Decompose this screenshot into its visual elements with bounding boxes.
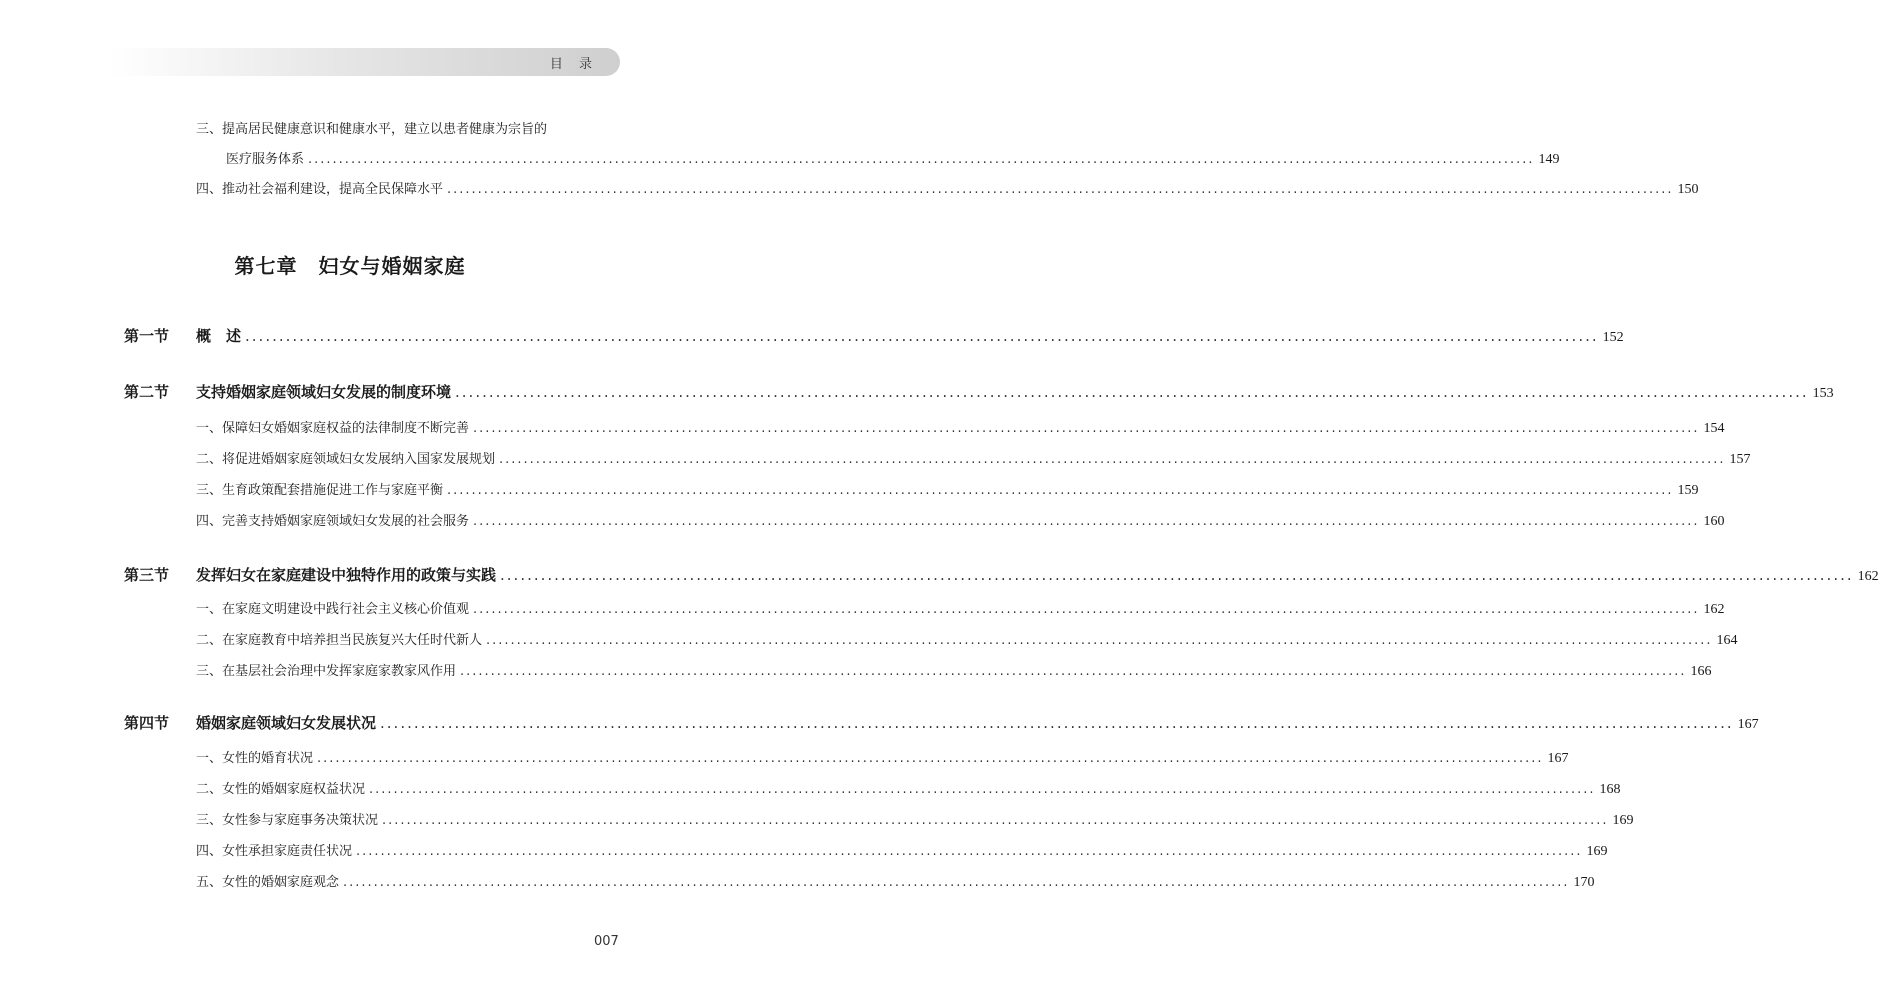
toc-entry-page: 169 [1586, 844, 1608, 859]
dot-leader: ........................................................................................................................................................................................................ [460, 664, 1687, 679]
toc-entry-text: 二、将促进婚姻家庭领域妇女发展纳入国家发展规划 [196, 452, 496, 467]
toc-entry[interactable] [196, 510, 1725, 530]
toc-entry[interactable] [196, 660, 1712, 680]
toc-entry-page: 150 [1677, 182, 1699, 197]
toc-entry-text: 一、女性的婚育状况 [196, 751, 314, 766]
toc-entry-page: 159 [1677, 483, 1699, 498]
dot-leader: ........................................................................................................................................................................................................ [308, 152, 1535, 167]
chapter-title: 第七章 妇女与婚姻家庭 [234, 254, 466, 278]
dot-leader: ........................................................................................................................................................................................................ [343, 875, 1570, 890]
toc-entry-text: 三、女性参与家庭事务决策状况 [196, 813, 379, 828]
toc-entry[interactable] [196, 809, 1634, 829]
toc-entry-text: 二、女性的婚姻家庭权益状况 [196, 782, 366, 797]
section-number: 第一节 [124, 327, 170, 345]
toc-entry[interactable] [196, 417, 1725, 437]
section-title: 概 述 [196, 327, 242, 345]
toc-entry-text: 一、保障妇女婚姻家庭权益的法律制度不断完善 [196, 421, 470, 436]
dot-leader: ........................................................................................................................................................................................................ [356, 844, 1583, 859]
section-page: 167 [1737, 717, 1759, 732]
section-heading[interactable] [124, 325, 1624, 346]
toc-entry[interactable] [196, 448, 1751, 468]
section-title: 婚姻家庭领域妇女发展状况 [196, 714, 377, 732]
section-number: 第三节 [124, 566, 170, 584]
dot-leader: ........................................................................................................................................................................................................ [369, 782, 1596, 797]
toc-entry[interactable] [196, 178, 1699, 198]
dot-leader: ........................................................................................................................................................................................................ [245, 327, 1599, 345]
toc-entry-page: 170 [1573, 875, 1595, 890]
dot-leader: ........................................................................................................................................................................................................ [473, 602, 1700, 617]
dot-leader: ........................................................................................................................................................................................................ [473, 421, 1700, 436]
toc-entry-text: 医疗服务体系 [226, 152, 305, 167]
section-number: 第二节 [124, 383, 170, 401]
toc-entry-page: 149 [1538, 152, 1560, 167]
running-header [110, 48, 620, 76]
toc-entry[interactable] [196, 840, 1608, 860]
toc-entry[interactable] [196, 871, 1595, 891]
toc-entry-page: 154 [1703, 421, 1725, 436]
toc-entry-page: 169 [1612, 813, 1634, 828]
dot-leader: ........................................................................................................................................................................................................ [455, 383, 1809, 401]
dot-leader: ........................................................................................................................................................................................................ [499, 452, 1726, 467]
section-page: 152 [1602, 330, 1624, 345]
section-heading[interactable] [124, 564, 1879, 585]
toc-entry-text: 三、提高居民健康意识和健康水平，建立以患者健康为宗旨的 [196, 122, 548, 137]
toc-entry-text: 三、在基层社会治理中发挥家庭家教家风作用 [196, 664, 457, 679]
toc-entry[interactable] [196, 778, 1621, 798]
toc-entry-text: 四、完善支持婚姻家庭领域妇女发展的社会服务 [196, 514, 470, 529]
toc-entry[interactable] [226, 148, 1560, 168]
toc-entry[interactable] [196, 479, 1699, 499]
section-heading[interactable] [124, 712, 1759, 733]
running-header-title: 目 录 [549, 57, 598, 72]
section-number: 第四节 [124, 714, 170, 732]
toc-entry-page: 168 [1599, 782, 1621, 797]
dot-leader: ........................................................................................................................................................................................................ [447, 182, 1674, 197]
toc-entry-text: 三、生育政策配套措施促进工作与家庭平衡 [196, 483, 444, 498]
toc-entry[interactable] [196, 598, 1725, 618]
dot-leader: ........................................................................................................................................................................................................ [500, 566, 1854, 584]
toc-entry-page: 157 [1729, 452, 1751, 467]
section-page: 162 [1857, 569, 1879, 584]
toc-entry-page: 162 [1703, 602, 1725, 617]
toc-entry-text: 一、在家庭文明建设中践行社会主义核心价值观 [196, 602, 470, 617]
toc-entry-text: 四、女性承担家庭责任状况 [196, 844, 353, 859]
section-title: 发挥妇女在家庭建设中独特作用的政策与实践 [196, 566, 497, 584]
page-number: 007 [594, 934, 619, 949]
dot-leader: ........................................................................................................................................................................................................ [382, 813, 1609, 828]
section-page: 153 [1812, 386, 1834, 401]
toc-entry[interactable] [196, 747, 1569, 767]
section-title: 支持婚姻家庭领域妇女发展的制度环境 [196, 383, 452, 401]
dot-leader: ........................................................................................................................................................................................................ [380, 714, 1734, 732]
toc-entry-page: 164 [1716, 633, 1738, 648]
dot-leader: ........................................................................................................................................................................................................ [317, 751, 1544, 766]
toc-entry-text: 二、在家庭教育中培养担当民族复兴大任时代新人 [196, 633, 483, 648]
toc-entry-page: 166 [1690, 664, 1712, 679]
toc-entry-page: 167 [1547, 751, 1569, 766]
toc-entry[interactable] [196, 118, 547, 137]
toc-entry-text: 五、女性的婚姻家庭观念 [196, 875, 340, 890]
dot-leader: ........................................................................................................................................................................................................ [473, 514, 1700, 529]
section-heading[interactable] [124, 381, 1834, 402]
toc-entry[interactable] [196, 629, 1738, 649]
dot-leader: ........................................................................................................................................................................................................ [447, 483, 1674, 498]
dot-leader: ........................................................................................................................................................................................................ [486, 633, 1713, 648]
toc-entry-text: 四、推动社会福利建设，提高全民保障水平 [196, 182, 444, 197]
toc-entry-page: 160 [1703, 514, 1725, 529]
